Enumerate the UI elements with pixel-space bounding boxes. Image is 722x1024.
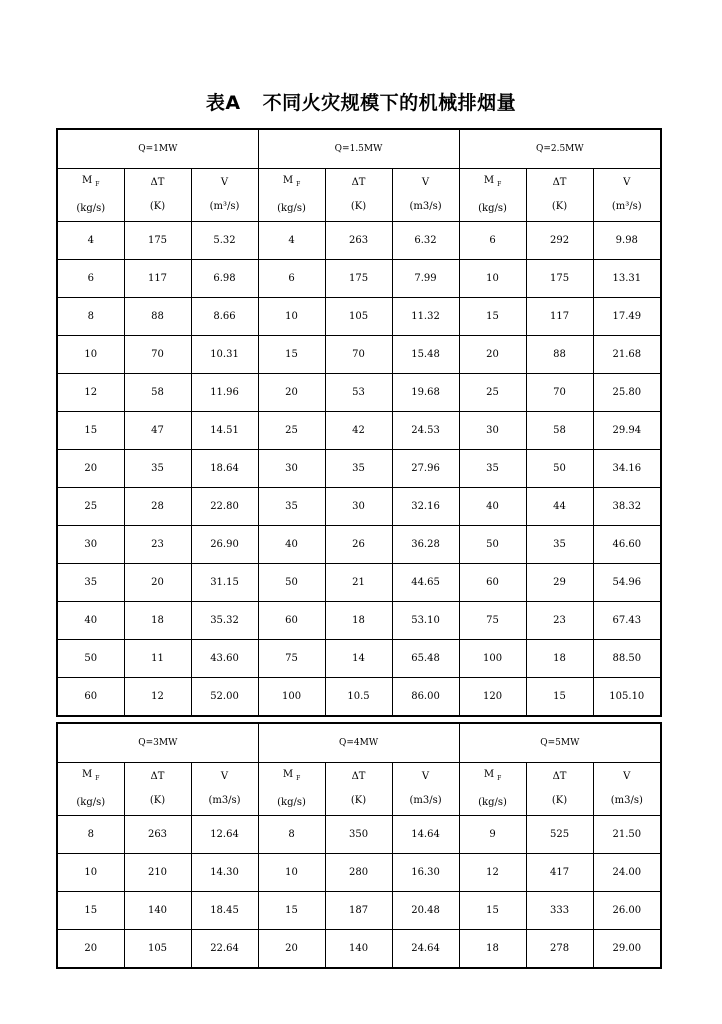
table-cell: 10.5 (325, 678, 392, 717)
table-row (57, 854, 661, 892)
table-cell: 50 (526, 450, 593, 488)
table-cell: 50 (258, 564, 325, 602)
table-cell: 15 (57, 412, 124, 450)
dt-header: ΔT (K) (526, 763, 593, 816)
table-cell: 21.68 (593, 336, 661, 374)
table-row (57, 602, 661, 640)
dt-header: ΔT (K) (325, 763, 392, 816)
table-cell: 20 (57, 450, 124, 488)
table-cell: 140 (124, 892, 191, 930)
table-cell: 175 (124, 222, 191, 260)
table-cell: 14 (325, 640, 392, 678)
table-cell: 417 (526, 854, 593, 892)
v-header: V (m3/s) (593, 763, 661, 816)
table-row (57, 260, 661, 298)
table-cell: 6 (57, 260, 124, 298)
table-cell: 35 (124, 450, 191, 488)
table-cell: 24.64 (392, 930, 459, 969)
page-title (0, 88, 722, 115)
table-cell: 9.98 (593, 222, 661, 260)
table-cell: 58 (124, 374, 191, 412)
group-header: Q=3MW (57, 723, 258, 763)
title-prefix: 表A (205, 92, 241, 114)
table-cell: 35.32 (191, 602, 258, 640)
mf-header: $M_F$ (kg/s) (57, 169, 124, 222)
table-cell: 53.10 (392, 602, 459, 640)
table-cell: 42 (325, 412, 392, 450)
group-header: Q=4MW (258, 723, 459, 763)
table-cell: 70 (526, 374, 593, 412)
table-cell: 40 (57, 602, 124, 640)
table-cell: 88.50 (593, 640, 661, 678)
table-cell: 263 (325, 222, 392, 260)
table-cell: 117 (526, 298, 593, 336)
table-cell: 333 (526, 892, 593, 930)
table-cell: 12 (57, 374, 124, 412)
table-cell: 15 (258, 892, 325, 930)
v-header: V (m³/s) (191, 169, 258, 222)
table-cell: 24.00 (593, 854, 661, 892)
table-cell: 29.00 (593, 930, 661, 969)
table-cell: 28 (124, 488, 191, 526)
table-cell: 67.43 (593, 602, 661, 640)
table-cell: 36.28 (392, 526, 459, 564)
table-cell: 29 (526, 564, 593, 602)
table-row (57, 816, 661, 854)
table-cell: 20 (258, 374, 325, 412)
table-cell: 65.48 (392, 640, 459, 678)
table-cell: 24.53 (392, 412, 459, 450)
table-cell: 88 (526, 336, 593, 374)
table-cell: 25 (57, 488, 124, 526)
table-row (57, 336, 661, 374)
table-cell: 13.31 (593, 260, 661, 298)
group-header: Q=1MW (57, 129, 258, 169)
table-cell: 58 (526, 412, 593, 450)
table-cell: 20 (258, 930, 325, 969)
table-cell: 38.32 (593, 488, 661, 526)
unit-header-row (57, 763, 661, 816)
table-cell: 35 (459, 450, 526, 488)
title-text: 不同火灾规模下的机械排烟量 (262, 92, 517, 114)
table-cell: 5.32 (191, 222, 258, 260)
table-cell: 8.66 (191, 298, 258, 336)
table-cell: 11.96 (191, 374, 258, 412)
unit-header-row (57, 169, 661, 222)
table-cell: 14.30 (191, 854, 258, 892)
table-row (57, 374, 661, 412)
table-cell: 263 (124, 816, 191, 854)
table-cell: 7.99 (392, 260, 459, 298)
table-cell: 9 (459, 816, 526, 854)
table-cell: 105 (325, 298, 392, 336)
table-cell: 43.60 (191, 640, 258, 678)
table-cell: 18 (459, 930, 526, 969)
table-cell: 30 (258, 450, 325, 488)
table-top-body (57, 129, 661, 716)
table-cell: 10 (459, 260, 526, 298)
table-cell: 60 (459, 564, 526, 602)
table-cell: 88 (124, 298, 191, 336)
table-cell: 17.49 (593, 298, 661, 336)
table-cell: 18 (526, 640, 593, 678)
table-cell: 50 (57, 640, 124, 678)
table-cell: 52.00 (191, 678, 258, 717)
table-cell: 18 (124, 602, 191, 640)
smoke-exhaust-table-bottom (56, 722, 662, 969)
table-cell: 18 (325, 602, 392, 640)
dt-header: ΔT (K) (526, 169, 593, 222)
smoke-exhaust-table-top (56, 128, 662, 717)
table-cell: 6 (459, 222, 526, 260)
v-header: V (m3/s) (392, 169, 459, 222)
mf-header: $M_F$ (kg/s) (57, 763, 124, 816)
table-cell: 140 (325, 930, 392, 969)
table-cell: 18.45 (191, 892, 258, 930)
table-cell: 12 (459, 854, 526, 892)
v-header: V (m³/s) (593, 169, 661, 222)
table-cell: 23 (124, 526, 191, 564)
table-cell: 70 (325, 336, 392, 374)
table-cell: 19.68 (392, 374, 459, 412)
table-cell: 105.10 (593, 678, 661, 717)
table-cell: 8 (57, 298, 124, 336)
group-header-row (57, 129, 661, 169)
table-cell: 47 (124, 412, 191, 450)
table-cell: 53 (325, 374, 392, 412)
table-cell: 10.31 (191, 336, 258, 374)
table-cell: 4 (57, 222, 124, 260)
mf-header: $M_F$ (kg/s) (258, 763, 325, 816)
table-cell: 44.65 (392, 564, 459, 602)
table-cell: 15 (526, 678, 593, 717)
table-cell: 11 (124, 640, 191, 678)
table-cell: 21.50 (593, 816, 661, 854)
table-cell: 350 (325, 816, 392, 854)
dt-header: ΔT (K) (124, 763, 191, 816)
table-cell: 35 (258, 488, 325, 526)
table-cell: 70 (124, 336, 191, 374)
table-cell: 117 (124, 260, 191, 298)
table-row (57, 298, 661, 336)
table-cell: 100 (459, 640, 526, 678)
table-row (57, 526, 661, 564)
table-cell: 18.64 (191, 450, 258, 488)
table-cell: 32.16 (392, 488, 459, 526)
table-row (57, 640, 661, 678)
table-cell: 35 (526, 526, 593, 564)
table-cell: 30 (459, 412, 526, 450)
group-header: Q=5MW (459, 723, 661, 763)
table-cell: 187 (325, 892, 392, 930)
table-cell: 22.64 (191, 930, 258, 969)
v-header: V (m3/s) (392, 763, 459, 816)
group-header: Q=1.5MW (258, 129, 459, 169)
table-cell: 6.98 (191, 260, 258, 298)
table-cell: 29.94 (593, 412, 661, 450)
group-header: Q=2.5MW (459, 129, 661, 169)
table-cell: 100 (258, 678, 325, 717)
table-cell: 292 (526, 222, 593, 260)
table-cell: 120 (459, 678, 526, 717)
table-cell: 10 (57, 854, 124, 892)
table-cell: 12 (124, 678, 191, 717)
table-row (57, 678, 661, 717)
table-cell: 15 (57, 892, 124, 930)
v-header: V (m3/s) (191, 763, 258, 816)
mf-header: $M_F$ (kg/s) (258, 169, 325, 222)
table-cell: 22.80 (191, 488, 258, 526)
table-cell: 10 (57, 336, 124, 374)
table-cell: 20 (124, 564, 191, 602)
table-cell: 40 (459, 488, 526, 526)
table-bottom-body (57, 723, 661, 968)
table-cell: 23 (526, 602, 593, 640)
table-row (57, 488, 661, 526)
table-row (57, 450, 661, 488)
table-cell: 20 (57, 930, 124, 969)
table-cell: 20 (459, 336, 526, 374)
table-cell: 31.15 (191, 564, 258, 602)
table-cell: 30 (57, 526, 124, 564)
table-cell: 25.80 (593, 374, 661, 412)
table-cell: 21 (325, 564, 392, 602)
table-row (57, 222, 661, 260)
table-cell: 26.00 (593, 892, 661, 930)
table-cell: 105 (124, 930, 191, 969)
table-cell: 8 (57, 816, 124, 854)
table-cell: 35 (57, 564, 124, 602)
table-cell: 26.90 (191, 526, 258, 564)
table-cell: 175 (526, 260, 593, 298)
table-cell: 75 (459, 602, 526, 640)
table-row (57, 892, 661, 930)
table-cell: 54.96 (593, 564, 661, 602)
table-row (57, 564, 661, 602)
table-cell: 14.64 (392, 816, 459, 854)
dt-header: ΔT (K) (325, 169, 392, 222)
table-cell: 60 (57, 678, 124, 717)
table-cell: 8 (258, 816, 325, 854)
table-cell: 46.60 (593, 526, 661, 564)
table-cell: 6 (258, 260, 325, 298)
table-cell: 27.96 (392, 450, 459, 488)
dt-header: ΔT (K) (124, 169, 191, 222)
table-cell: 25 (459, 374, 526, 412)
table-cell: 15 (459, 298, 526, 336)
table-cell: 40 (258, 526, 325, 564)
mf-header: $M_F$ (kg/s) (459, 763, 526, 816)
table-cell: 75 (258, 640, 325, 678)
table-cell: 35 (325, 450, 392, 488)
mf-header: $M_F$ (kg/s) (459, 169, 526, 222)
group-header-row (57, 723, 661, 763)
table-cell: 10 (258, 854, 325, 892)
table-cell: 86.00 (392, 678, 459, 717)
table-cell: 30 (325, 488, 392, 526)
table-cell: 175 (325, 260, 392, 298)
table-cell: 20.48 (392, 892, 459, 930)
table-cell: 50 (459, 526, 526, 564)
table-cell: 34.16 (593, 450, 661, 488)
table-cell: 60 (258, 602, 325, 640)
table-cell: 15 (258, 336, 325, 374)
table-row (57, 930, 661, 969)
table-row (57, 412, 661, 450)
table-cell: 15.48 (392, 336, 459, 374)
table-cell: 14.51 (191, 412, 258, 450)
table-cell: 10 (258, 298, 325, 336)
table-cell: 4 (258, 222, 325, 260)
table-cell: 210 (124, 854, 191, 892)
table-cell: 525 (526, 816, 593, 854)
table-cell: 26 (325, 526, 392, 564)
table-cell: 44 (526, 488, 593, 526)
table-cell: 278 (526, 930, 593, 969)
table-cell: 16.30 (392, 854, 459, 892)
table-cell: 15 (459, 892, 526, 930)
table-cell: 280 (325, 854, 392, 892)
table-cell: 25 (258, 412, 325, 450)
table-cell: 12.64 (191, 816, 258, 854)
table-cell: 6.32 (392, 222, 459, 260)
table-cell: 11.32 (392, 298, 459, 336)
